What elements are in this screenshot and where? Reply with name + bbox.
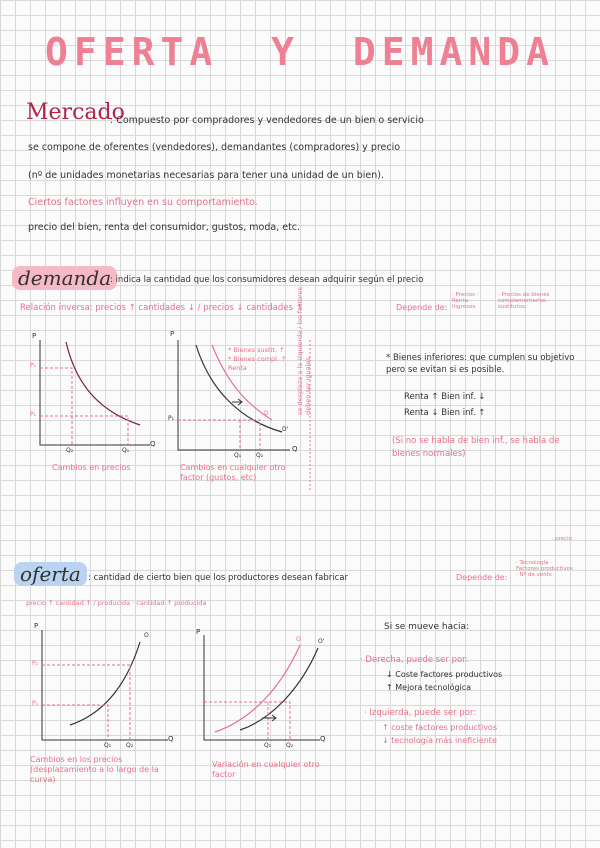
demand-g2-q2: Q₂ (256, 452, 264, 459)
supply-curve-2 (240, 648, 318, 730)
supply-g2-o2: O' (318, 638, 325, 645)
supply-g1-p1: P₁ (32, 700, 39, 707)
oferta-right-2: ↑ Mejora tecnológica (386, 683, 472, 692)
demand-g2-d2: D' (282, 426, 289, 433)
mercado-line-2: se compone de oferentes (vendedores), demandantes (compradores) y precio (28, 142, 401, 153)
demand-g2-q-axis: Q (292, 445, 298, 453)
oferta-relation: precio ↑ cantidad ↑ / producida · cantidad ↑ producida (26, 599, 207, 607)
oferta-right-title: · Derecha, puede ser por: (360, 655, 469, 665)
supply-g2-caption: Variación en cualquier otro factor (212, 760, 320, 779)
demand-g1-p2: P₂ (30, 362, 37, 369)
supply-g2-o: O (296, 636, 301, 643)
supply-g1-q2: Q₂ (126, 742, 134, 749)
bienes-inferiores-line-2: Renta ↓ Bien inf. ↑ (404, 408, 486, 418)
oferta-left-1: ↑ coste factores productivos (382, 723, 497, 732)
bienes-inferiores-title: * Bienes inferiores: que cumplen su objetivo pero se evitan si es posible. (386, 353, 575, 375)
demanda-depends-list: · Precios · Renta · Ingresos (452, 292, 479, 310)
supply-graph-2-axes (204, 635, 320, 740)
demanda-definition: : indica la cantidad que los consumidores desean adquirir según el precio (110, 275, 424, 285)
oferta-depends-list: · Tecnología · Factores productivos · Nº de vents (516, 560, 573, 578)
oferta-depends-label: Depende de: (456, 573, 508, 582)
oferta-heading: oferta (14, 562, 87, 586)
supply-graph-1 (42, 630, 168, 740)
demanda-relation: Relación inversa: precios ↑ cantidades ↓ / precios ↓ cantidades ↑ (20, 303, 303, 313)
supply-g1-caption: Cambios en los precios (desplazamiento a lo largo de la curva) (30, 755, 159, 784)
demand-graph-1-guide-1 (40, 368, 72, 445)
mercado-line-1: : Compuesto por compradores y vendedores de un bien o servicio (110, 115, 424, 126)
demanda-depends-extra: · Precios de bienes complementarios · sustitutos (498, 292, 550, 310)
bienes-inferiores-note: (Si no se habla de bien inf., se habla de bienes normales) (392, 436, 560, 459)
supply-curve-2-shifted (215, 645, 300, 732)
oferta-definition: : cantidad de cierto bien que los productores desean fabricar (88, 573, 349, 583)
demand-curve-1 (66, 342, 140, 425)
demand-graph-1-axes (40, 340, 150, 445)
demanda-heading: demanda (12, 266, 117, 290)
demand-graph-1 (40, 340, 150, 445)
supply-g1-p2: P₂ (32, 660, 39, 667)
demand-g1-q2: Q₂ (66, 447, 74, 454)
oferta-moves-title: Si se mueve hacia: (384, 622, 470, 632)
oferta-depends-extra: · precio (551, 536, 572, 542)
mercado-line-4: Ciertos factores influyen en su comportamiento. (28, 197, 258, 208)
oferta-left-2: ↓ tecnología más ineficiente (382, 736, 497, 745)
supply-graph-1-axes (42, 630, 168, 740)
mercado-line-3: (nº de unidades monetarias necesarias para tener una unidad de un bien). (28, 170, 384, 181)
supply-graph-2 (204, 635, 320, 740)
demand-g1-caption: Cambios en precios (52, 463, 131, 472)
oferta-left-title: · Izquierda, puede ser por: (364, 708, 477, 718)
mercado-heading: Mercado (26, 100, 125, 125)
demand-g2-d: D (264, 410, 269, 417)
demand-g2-q1: Q₁ (234, 452, 242, 459)
oferta-right-1: ↓ Coste factores productivos (386, 670, 503, 679)
supply-g2-q-axis: Q (320, 735, 326, 743)
supply-g1-o: O (144, 632, 149, 639)
demand-vertical-note: se desplaza a la izquierda / los factores deben ser iguales (296, 286, 312, 415)
demand-g1-p1: P₁ (30, 411, 37, 418)
demand-g1-q1: Q₁ (122, 447, 130, 454)
demand-g2-notes: * Bienes sustit. ↑ * Bienes compl. ↑ Renta (228, 346, 287, 372)
supply-g2-p-axis: P (196, 628, 201, 636)
demand-g2-p-axis: P (170, 330, 175, 338)
supply-g1-q1: Q₁ (104, 742, 112, 749)
demand-g1-p-axis: P (32, 332, 37, 340)
supply-g2-q2: Q₂ (286, 742, 294, 749)
bienes-inferiores-line-1: Renta ↑ Bien inf. ↓ (404, 392, 486, 402)
demand-g1-q-axis: Q (150, 440, 156, 448)
demand-g2-p1: P₁ (168, 415, 175, 422)
supply-g1-p-axis: P (34, 622, 39, 630)
demand-g2-caption: Cambios en cualquier otro factor (gustos, etc) (180, 463, 286, 482)
page-title: OFERTA Y DEMANDA (44, 30, 556, 74)
supply-g2-q1: Q₁ (264, 742, 272, 749)
supply-curve-1 (70, 642, 140, 725)
mercado-line-5: precio del bien, renta del consumidor, gustos, moda, etc. (28, 222, 301, 233)
supply-g1-q-axis: Q (168, 735, 174, 743)
demanda-depends-label: Depende de: (396, 303, 448, 312)
demand-graph-1-guide-2 (40, 416, 128, 445)
